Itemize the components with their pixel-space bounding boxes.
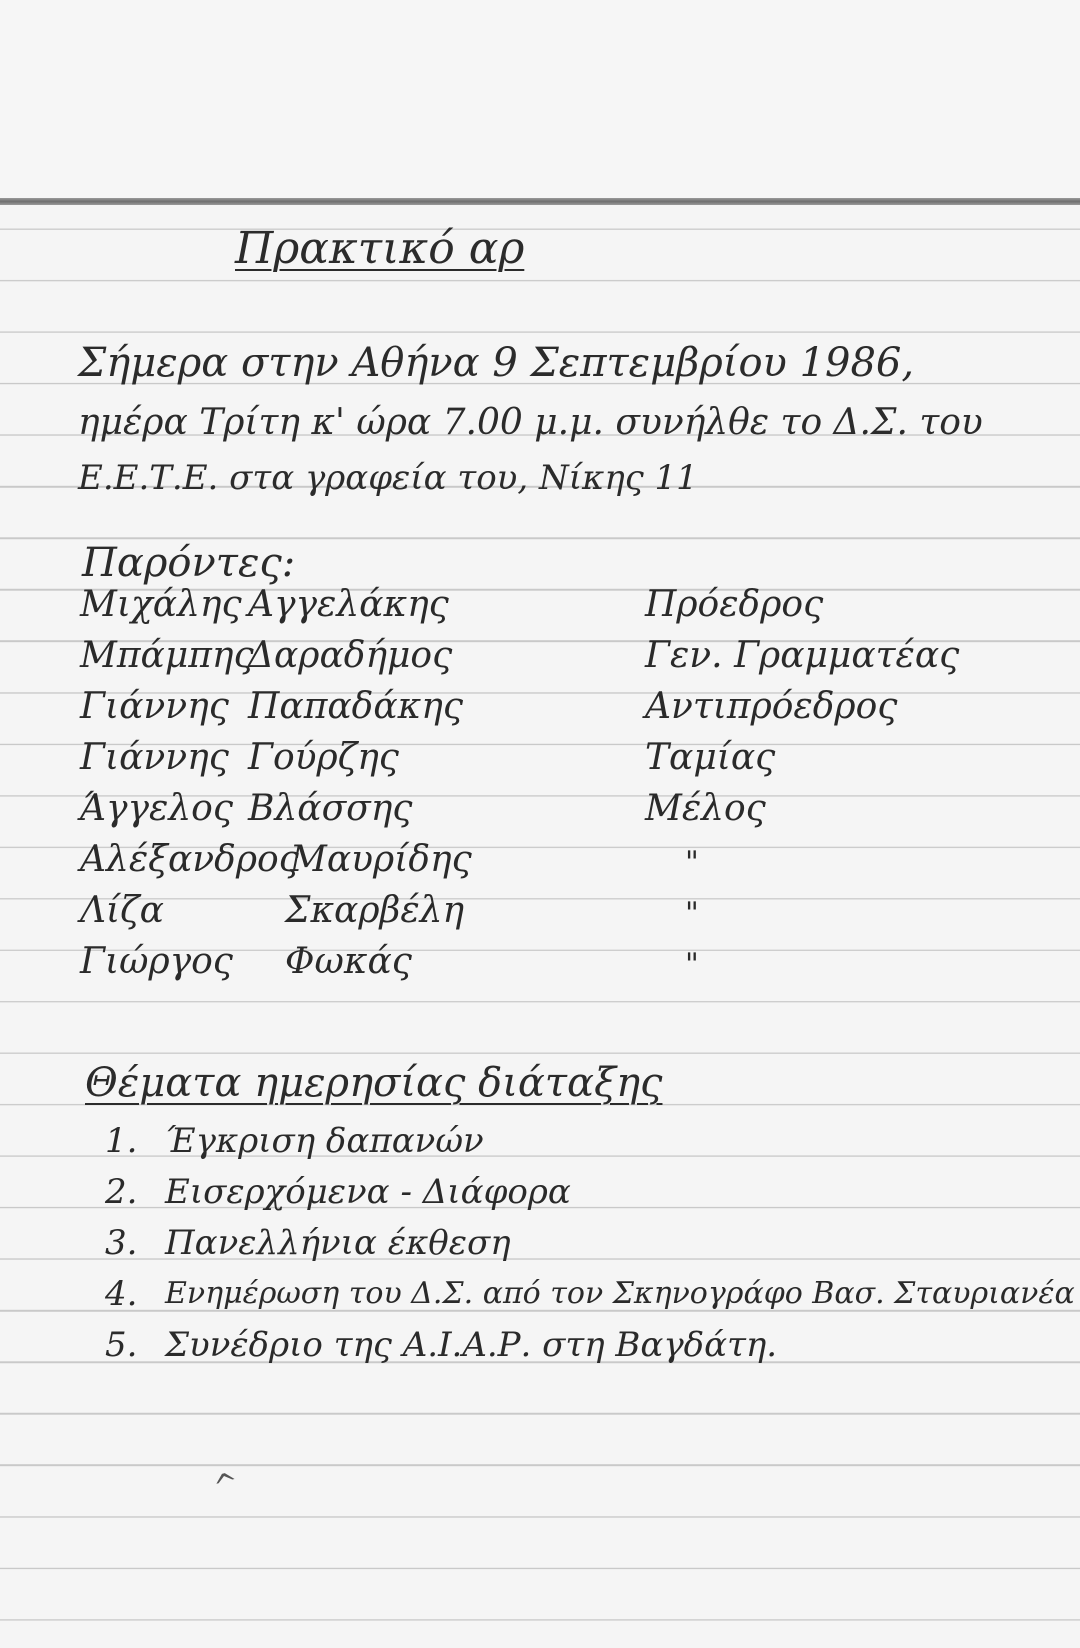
attendee-last-name: Σκαρβέλη bbox=[285, 890, 465, 931]
agenda-item-text: Συνέδριο της Α.Ι.Α.Ρ. στη Βαγδάτη. bbox=[165, 1325, 778, 1365]
attendee-role: " bbox=[685, 896, 699, 931]
agenda-item-text: Έγκριση δαπανών bbox=[165, 1121, 484, 1161]
agenda-item-number: 2. bbox=[105, 1172, 138, 1212]
agenda-item-number: 4. bbox=[105, 1274, 138, 1314]
agenda-item-number: 3. bbox=[105, 1223, 138, 1263]
attendee-role: " bbox=[685, 845, 699, 880]
page-top-margin bbox=[0, 0, 1080, 200]
attendee-role: Πρόεδρος bbox=[645, 584, 824, 625]
attendee-last-name: Παπαδάκης bbox=[248, 686, 463, 727]
intro-line: Σήμερα στην Αθήνα 9 Σεπτεμβρίου 1986, bbox=[78, 340, 915, 386]
attendee-first-name: Μπάμπης bbox=[80, 635, 254, 676]
attendee-first-name: Λίζα bbox=[80, 890, 164, 931]
attendee-role: Ταμίας bbox=[645, 737, 776, 778]
agenda-item-number: 1. bbox=[105, 1121, 138, 1161]
attendee-first-name: Γιάννης bbox=[80, 737, 229, 778]
attendee-first-name: Αλέξανδρος bbox=[80, 839, 299, 880]
agenda-item-number: 5. bbox=[105, 1325, 138, 1365]
pen-stroke-mark: ^ bbox=[209, 1465, 244, 1506]
attendee-last-name: Βλάσσης bbox=[248, 788, 413, 829]
attendees-label: Παρόντες: bbox=[82, 540, 296, 586]
attendee-role: Γεν. Γραμματέας bbox=[645, 635, 960, 676]
header-rule bbox=[0, 198, 1080, 205]
attendee-last-name: Φωκάς bbox=[285, 941, 412, 982]
agenda-item-text: Πανελλήνια έκθεση bbox=[165, 1223, 511, 1263]
agenda-item-text: Ενημέρωση του Δ.Σ. από τον Σκηνογράφο Βασ. Σταυριανέα bbox=[165, 1276, 1075, 1311]
attendee-last-name: Μαυρίδης bbox=[290, 839, 472, 880]
attendee-last-name: Δαραδήμος bbox=[248, 635, 453, 676]
attendee-last-name: Γούρζης bbox=[248, 737, 399, 778]
attendee-first-name: Γιώργος bbox=[80, 941, 233, 982]
agenda-heading: Θέματα ημερησίας διάταξης bbox=[85, 1060, 663, 1106]
attendee-first-name: Μιχάλης bbox=[80, 584, 242, 625]
attendee-role: Μέλος bbox=[645, 788, 766, 829]
intro-line: Ε.Ε.Τ.Ε. στα γραφεία του, Νίκης 11 bbox=[78, 458, 698, 498]
attendee-first-name: Γιάννης bbox=[80, 686, 229, 727]
document-title: Πρακτικό αρ bbox=[235, 223, 525, 274]
attendee-role: " bbox=[685, 947, 699, 982]
agenda-item-text: Εισερχόμενα - Διάφορα bbox=[165, 1172, 571, 1212]
attendee-last-name: Αγγελάκης bbox=[248, 584, 449, 625]
attendee-first-name: Άγγελος bbox=[80, 788, 233, 829]
intro-line: ημέρα Τρίτη κ' ώρα 7.00 μ.μ. συνήλθε το Δ.Σ. του bbox=[78, 402, 983, 443]
attendee-role: Αντιπρόεδρος bbox=[645, 686, 898, 727]
